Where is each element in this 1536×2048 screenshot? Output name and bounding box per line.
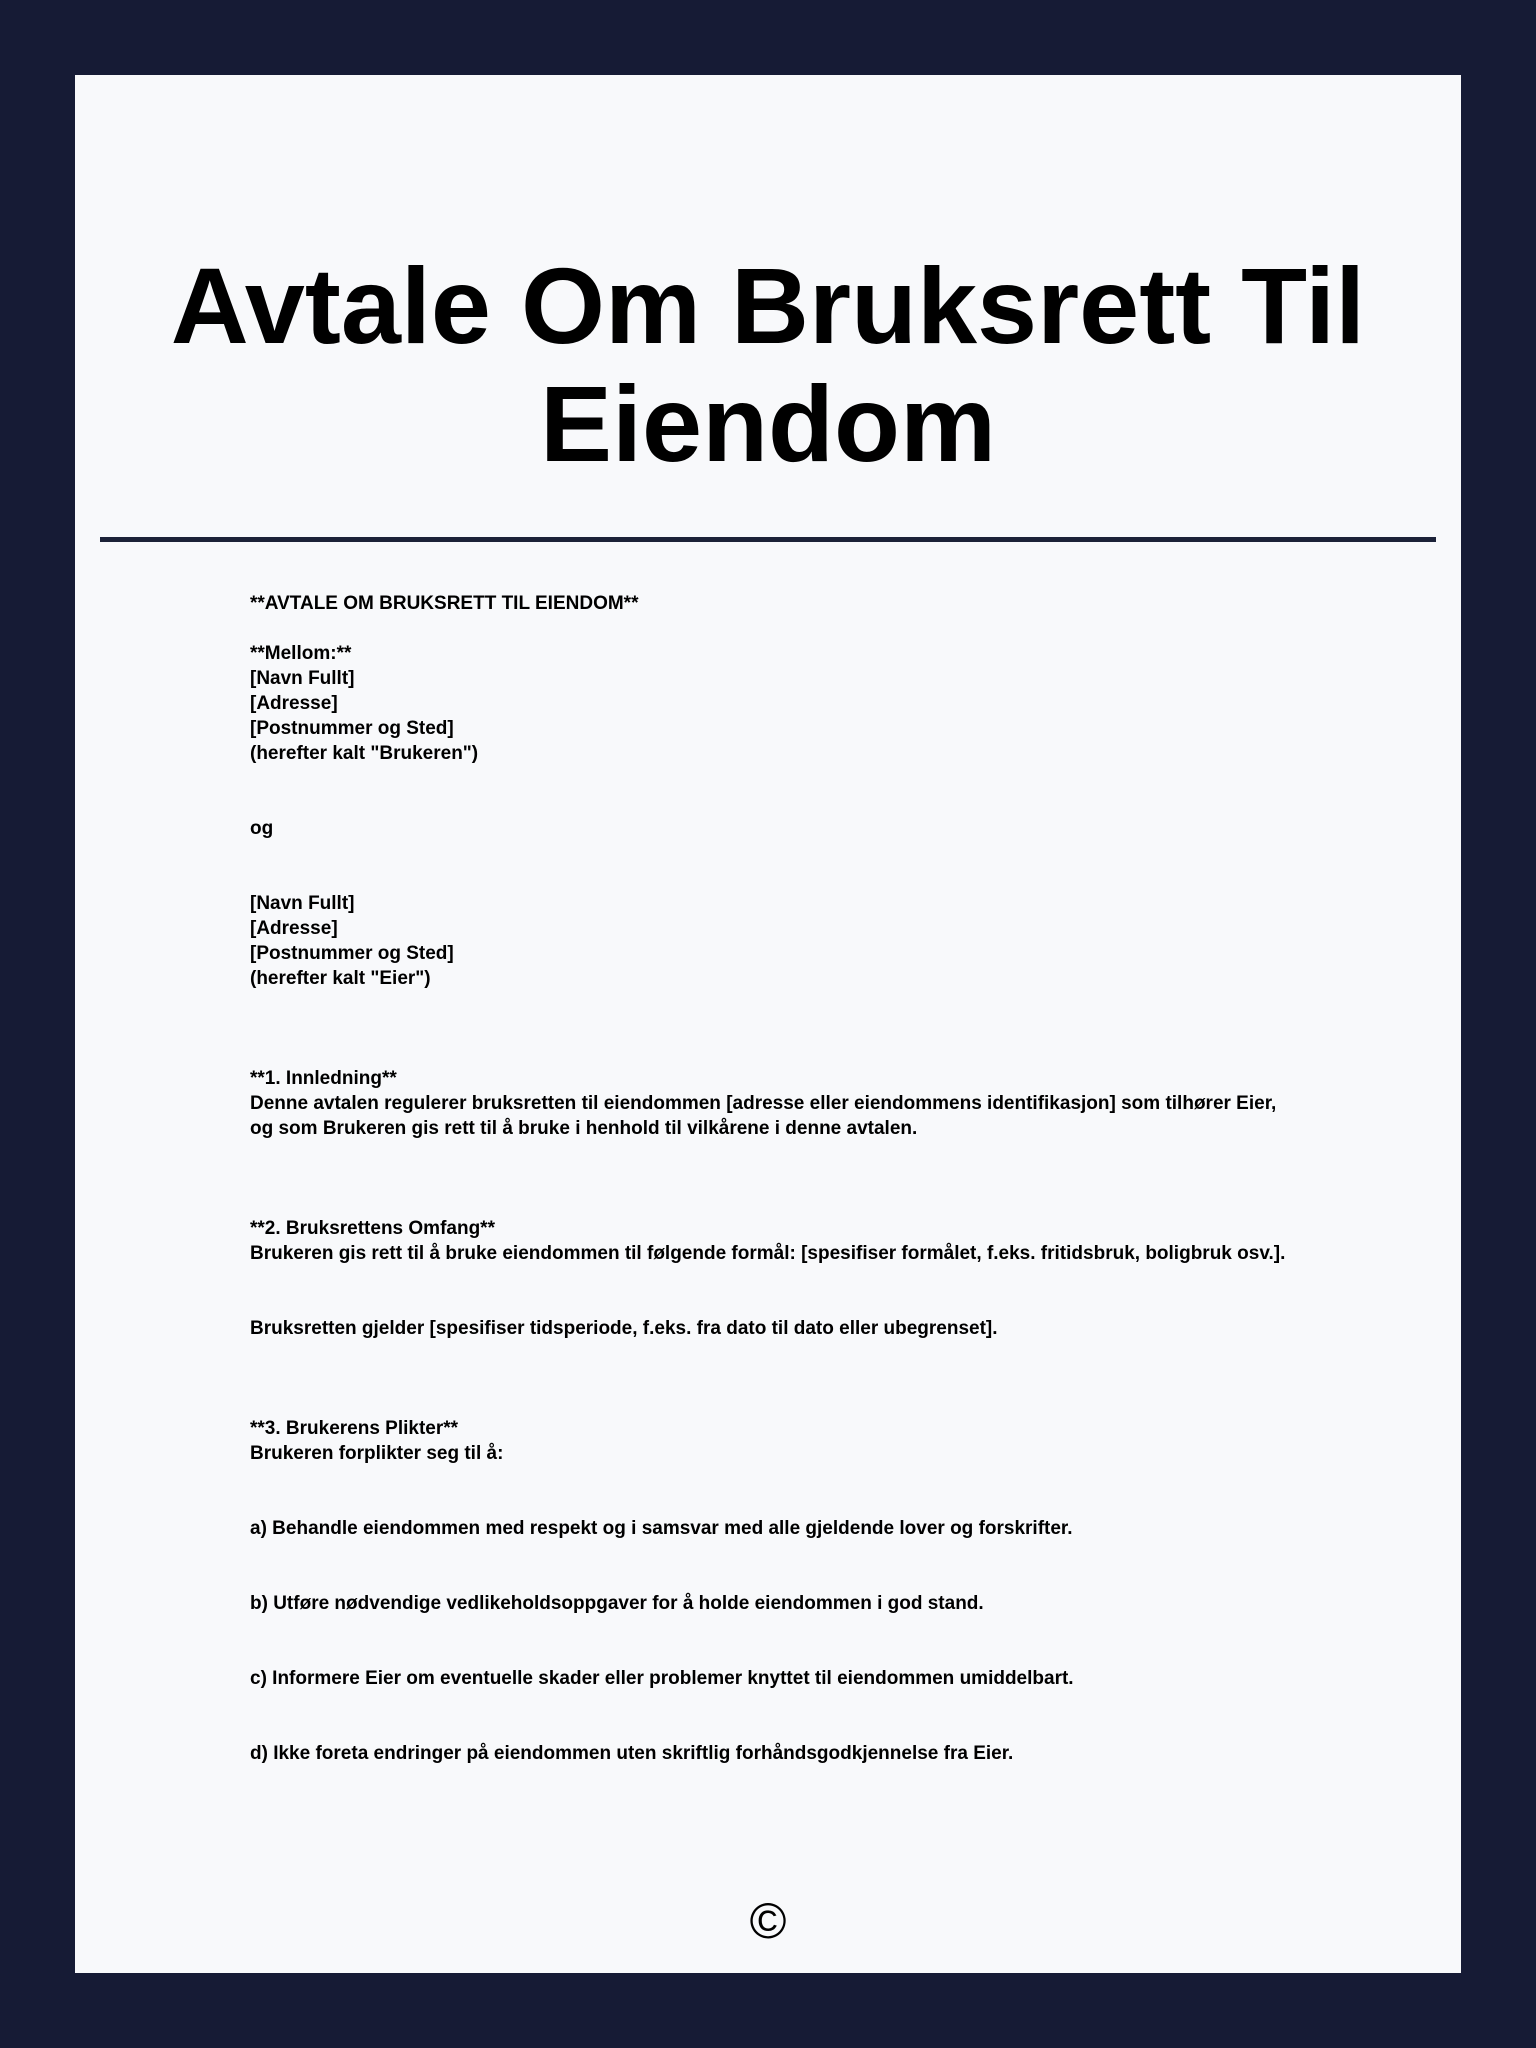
document-page [75,75,1461,1973]
blank-line [250,841,1300,866]
blank-line [250,866,1300,891]
blank-line [250,1466,1300,1491]
section-2-text-2: Bruksretten gjelder [spesifiser tidsperiode, f.eks. fra dato til dato eller ubegrenset]. [250,1318,998,1339]
section-2-text: Brukeren gis rett til å bruke eiendommen til følgende formål: [spesifiser formålet, f.eks. fritidsbruk, boligbruk osv.]. [250,1243,1286,1264]
party2-name: [Navn Fullt] [250,893,355,914]
obligation-item-a: a) Behandle eiendommen med respekt og i samsvar med alle gjeldende lover og forskrifter. [250,1518,1073,1539]
blank-line [250,1716,1300,1741]
party1-address: [Adresse] [250,693,338,714]
blank-line [250,1041,1300,1066]
party2-address: [Adresse] [250,918,338,939]
blank-line [250,616,1300,641]
obligation-item-d: d) Ikke foreta endringer på eiendommen uten skriftlig forhåndsgodkjennelse fra Eier. [250,1743,1014,1764]
between-label: **Mellom:** [250,643,352,664]
party1-name: [Navn Fullt] [250,668,355,689]
obligation-item-b: b) Utføre nødvendige vedlikeholdsoppgaver for å holde eiendommen i god stand. [250,1593,984,1614]
obligation-item-c: c) Informere Eier om eventuelle skader eller problemer knyttet til eiendommen umiddelbart. [250,1668,1074,1689]
page-title: Avtale Om Bruksrett Til Eiendom [170,245,1366,484]
blank-line [250,1391,1300,1416]
blank-line [250,1291,1300,1316]
party1-alias: (herefter kalt "Brukeren") [250,743,479,764]
blank-line [250,1641,1300,1666]
party1-postal: [Postnummer og Sted] [250,718,454,739]
section-1-text: Denne avtalen regulerer bruksretten til eiendommen [adresse eller eiendommens identifikasjon] som tilhører Eier, og som Brukeren gis rett til å bruke i henhold til vilkårene i denne avtalen. [250,1093,1277,1139]
blank-line [250,1141,1300,1166]
blank-line [250,1616,1300,1641]
section-2-heading: **2. Bruksrettens Omfang** [250,1218,495,1239]
blank-line [250,1691,1300,1716]
blank-line [250,1541,1300,1566]
title-divider [100,537,1436,542]
section-1-heading: **1. Innledning** [250,1068,397,1089]
blank-line [250,1366,1300,1391]
party2-alias: (herefter kalt "Eier") [250,968,431,989]
blank-line [250,1166,1300,1191]
blank-line [250,1341,1300,1366]
blank-line [250,791,1300,816]
party2-postal: [Postnummer og Sted] [250,943,454,964]
copyright-icon: © [749,1893,787,1949]
blank-line [250,1191,1300,1216]
party-conjunction: og [250,818,274,839]
blank-line [250,766,1300,791]
document-heading: **AVTALE OM BRUKSRETT TIL EIENDOM** [250,593,639,614]
section-3-heading: **3. Brukerens Plikter** [250,1418,459,1439]
section-3-intro: Brukeren forplikter seg til å: [250,1443,504,1464]
blank-line [250,1266,1300,1291]
blank-line [250,1491,1300,1516]
blank-line [250,1016,1300,1041]
blank-line [250,991,1300,1016]
blank-line [250,1566,1300,1591]
document-body [250,591,1300,1766]
